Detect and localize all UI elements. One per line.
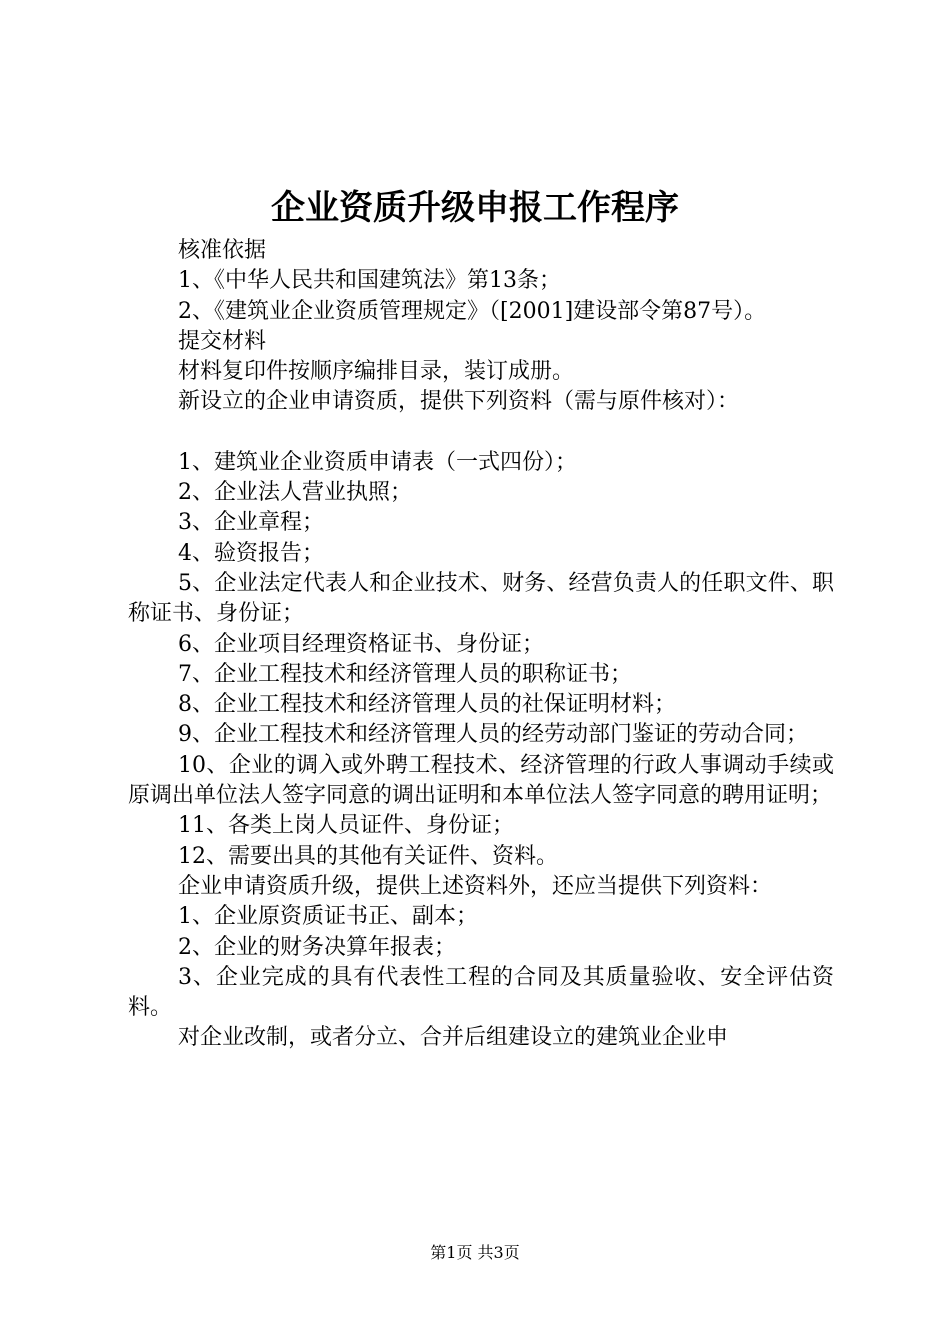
- list-item: 8、企业工程技术和经济管理人员的社保证明材料；: [178, 692, 676, 718]
- list-item: 12、需要出具的其他有关证件、资料。: [178, 843, 558, 869]
- paragraph: 对企业改制，或者分立、合并后组建设立的建筑业企业申: [178, 1025, 729, 1051]
- list-item: 3、企业章程；: [178, 510, 324, 536]
- list-item: 7、企业工程技术和经济管理人员的职称证书；: [178, 661, 632, 687]
- list-item: 5、企业法定代表人和企业技术、财务、经营负责人的任职文件、职称证书、身份证；: [128, 570, 834, 627]
- list-item: 9、企业工程技术和经济管理人员的经劳动部门鉴证的劳动合同；: [178, 722, 808, 748]
- paragraph: 企业申请资质升级，提供上述资料外，还应当提供下列资料：: [178, 873, 773, 899]
- list-item: 1、建筑业企业资质申请表（一式四份）；: [178, 449, 577, 475]
- list-item: 1、企业原资质证书正、副本；: [178, 904, 478, 930]
- page-footer: 第1页 共3页: [430, 1243, 520, 1262]
- list-item: 6、企业项目经理资格证书、身份证；: [178, 631, 544, 657]
- page-title: 企业资质升级申报工作程序: [271, 188, 679, 228]
- section-heading-materials: 提交材料: [178, 328, 267, 354]
- section-heading-basis: 核准依据: [178, 238, 267, 263]
- paragraph: 新设立的企业申请资质，提供下列资料（需与原件核对）：: [178, 389, 740, 415]
- list-item: 4、验资报告；: [178, 540, 324, 566]
- list-item: 2、企业的财务决算年报表；: [178, 934, 456, 960]
- list-item: 11、各类上岗人员证件、身份证；: [178, 813, 514, 839]
- list-item: 1、《中华人民共和国建筑法》第13条；: [178, 268, 561, 294]
- paragraph: 材料复印件按顺序编排目录，装订成册。: [178, 359, 575, 385]
- list-item: 10、企业的调入或外聘工程技术、经济管理的行政人事调动手续或原调出单位法人签字同意的调出证明和本单位法人签字同意的聘用证明；: [128, 752, 834, 809]
- blank-line: [128, 418, 834, 448]
- list-item: 3、企业完成的具有代表性工程的合同及其质量验收、安全评估资料。: [128, 964, 834, 1021]
- document-body: [128, 236, 834, 1054]
- list-item: 2、企业法人营业执照；: [178, 480, 412, 506]
- list-item: 2、《建筑业企业资质管理规定》（[2001]建设部令第87号）。: [178, 298, 767, 324]
